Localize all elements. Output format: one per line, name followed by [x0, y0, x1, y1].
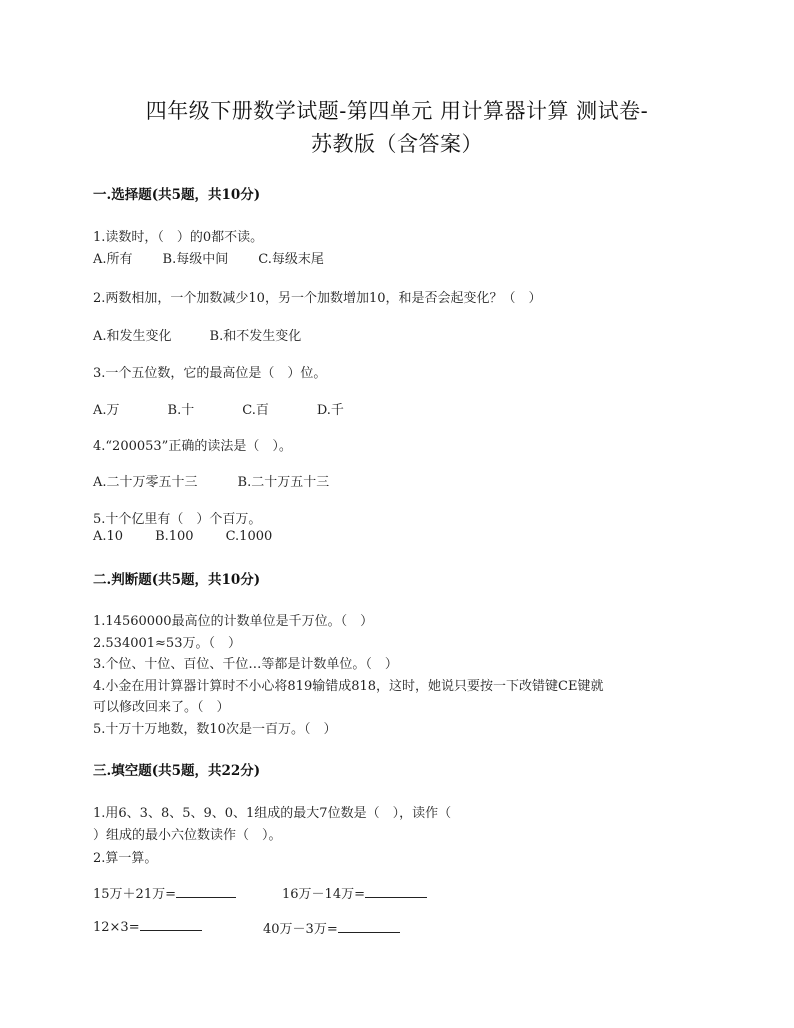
section-header-choice: 一.选择题(共5题，共10分)	[93, 187, 261, 203]
question-1-1: 1.读数时，（ ）的0都不读。	[93, 230, 264, 245]
question-1-2: 2.两数相加，一个加数减少10，另一个加数增加10，和是否会起变化？（ ）	[93, 291, 542, 306]
answer-blank[interactable]	[140, 918, 202, 931]
calc-row-2-right	[263, 918, 400, 937]
question-1-4: 4.“200053”正确的读法是（ ）。	[93, 439, 292, 454]
option: A.所有	[93, 252, 133, 267]
option: A.10	[93, 529, 124, 544]
calc-expression: 40万－3万=	[263, 922, 338, 937]
question-1-3-options	[93, 399, 344, 418]
fill-3-2: 2.算一算。	[93, 851, 158, 866]
option: B.十	[167, 403, 195, 418]
option: B.二十万五十三	[237, 475, 330, 490]
question-1-4-options	[93, 471, 329, 490]
option: B.100	[155, 529, 194, 544]
page-title-line-2: 苏教版（含答案）	[311, 132, 483, 156]
option: D.千	[316, 403, 344, 418]
option: A.二十万零五十三	[93, 475, 198, 490]
question-1-2-options	[93, 325, 301, 344]
question-1-5-options	[93, 529, 272, 544]
option: C.每级末尾	[258, 252, 324, 267]
answer-blank[interactable]	[176, 885, 236, 898]
answer-blank[interactable]	[338, 920, 400, 933]
option: C.1000	[225, 529, 273, 544]
fill-3-1-cont: ）组成的最小六位数读作（ ）。	[93, 828, 282, 843]
option: A.和发生变化	[93, 329, 172, 344]
calc-row-1	[93, 883, 236, 902]
option: A.万	[93, 403, 120, 418]
fill-3-1: 1.用6、3、8、5、9、0、1组成的最大7位数是（ ），读作（	[93, 806, 452, 821]
page-title-line-1: 四年级下册数学试题-第四单元 用计算器计算 测试卷-	[145, 99, 649, 123]
question-1-3: 3.一个五位数，它的最高位是（ ）位。	[93, 366, 327, 381]
calc-expression: 16万－14万=	[282, 887, 365, 902]
answer-blank[interactable]	[365, 885, 427, 898]
calc-row-1-right	[282, 883, 427, 902]
option: C.百	[242, 403, 269, 418]
calc-expression: 15万＋21万=	[93, 887, 176, 902]
statement-2-3: 3.个位、十位、百位、千位…等都是计数单位。（ ）	[93, 657, 398, 672]
question-1-1-options	[93, 248, 324, 267]
option: B.每级中间	[162, 252, 229, 267]
question-1-5: 5.十个亿里有（ ）个百万。	[93, 512, 262, 527]
section-header-fill: 三.填空题(共5题，共22分)	[93, 763, 261, 779]
option: B.和不发生变化	[209, 329, 302, 344]
calc-expression: 12×3=	[93, 920, 140, 935]
statement-2-4-cont: 可以修改回来了。（ ）	[93, 700, 230, 715]
section-header-judgement: 二.判断题(共5题，共10分)	[93, 572, 261, 588]
statement-2-5: 5.十万十万地数，数10次是一百万。（ ）	[93, 722, 337, 737]
statement-2-2: 2.534001≈53万。（ ）	[93, 636, 241, 651]
statement-2-4: 4.小金在用计算器计算时不小心将819输错成818，这时，她说只要按一下改错键CE键就	[93, 679, 604, 694]
statement-2-1: 1.14560000最高位的计数单位是千万位。（ ）	[93, 614, 374, 629]
calc-row-2	[93, 918, 202, 935]
